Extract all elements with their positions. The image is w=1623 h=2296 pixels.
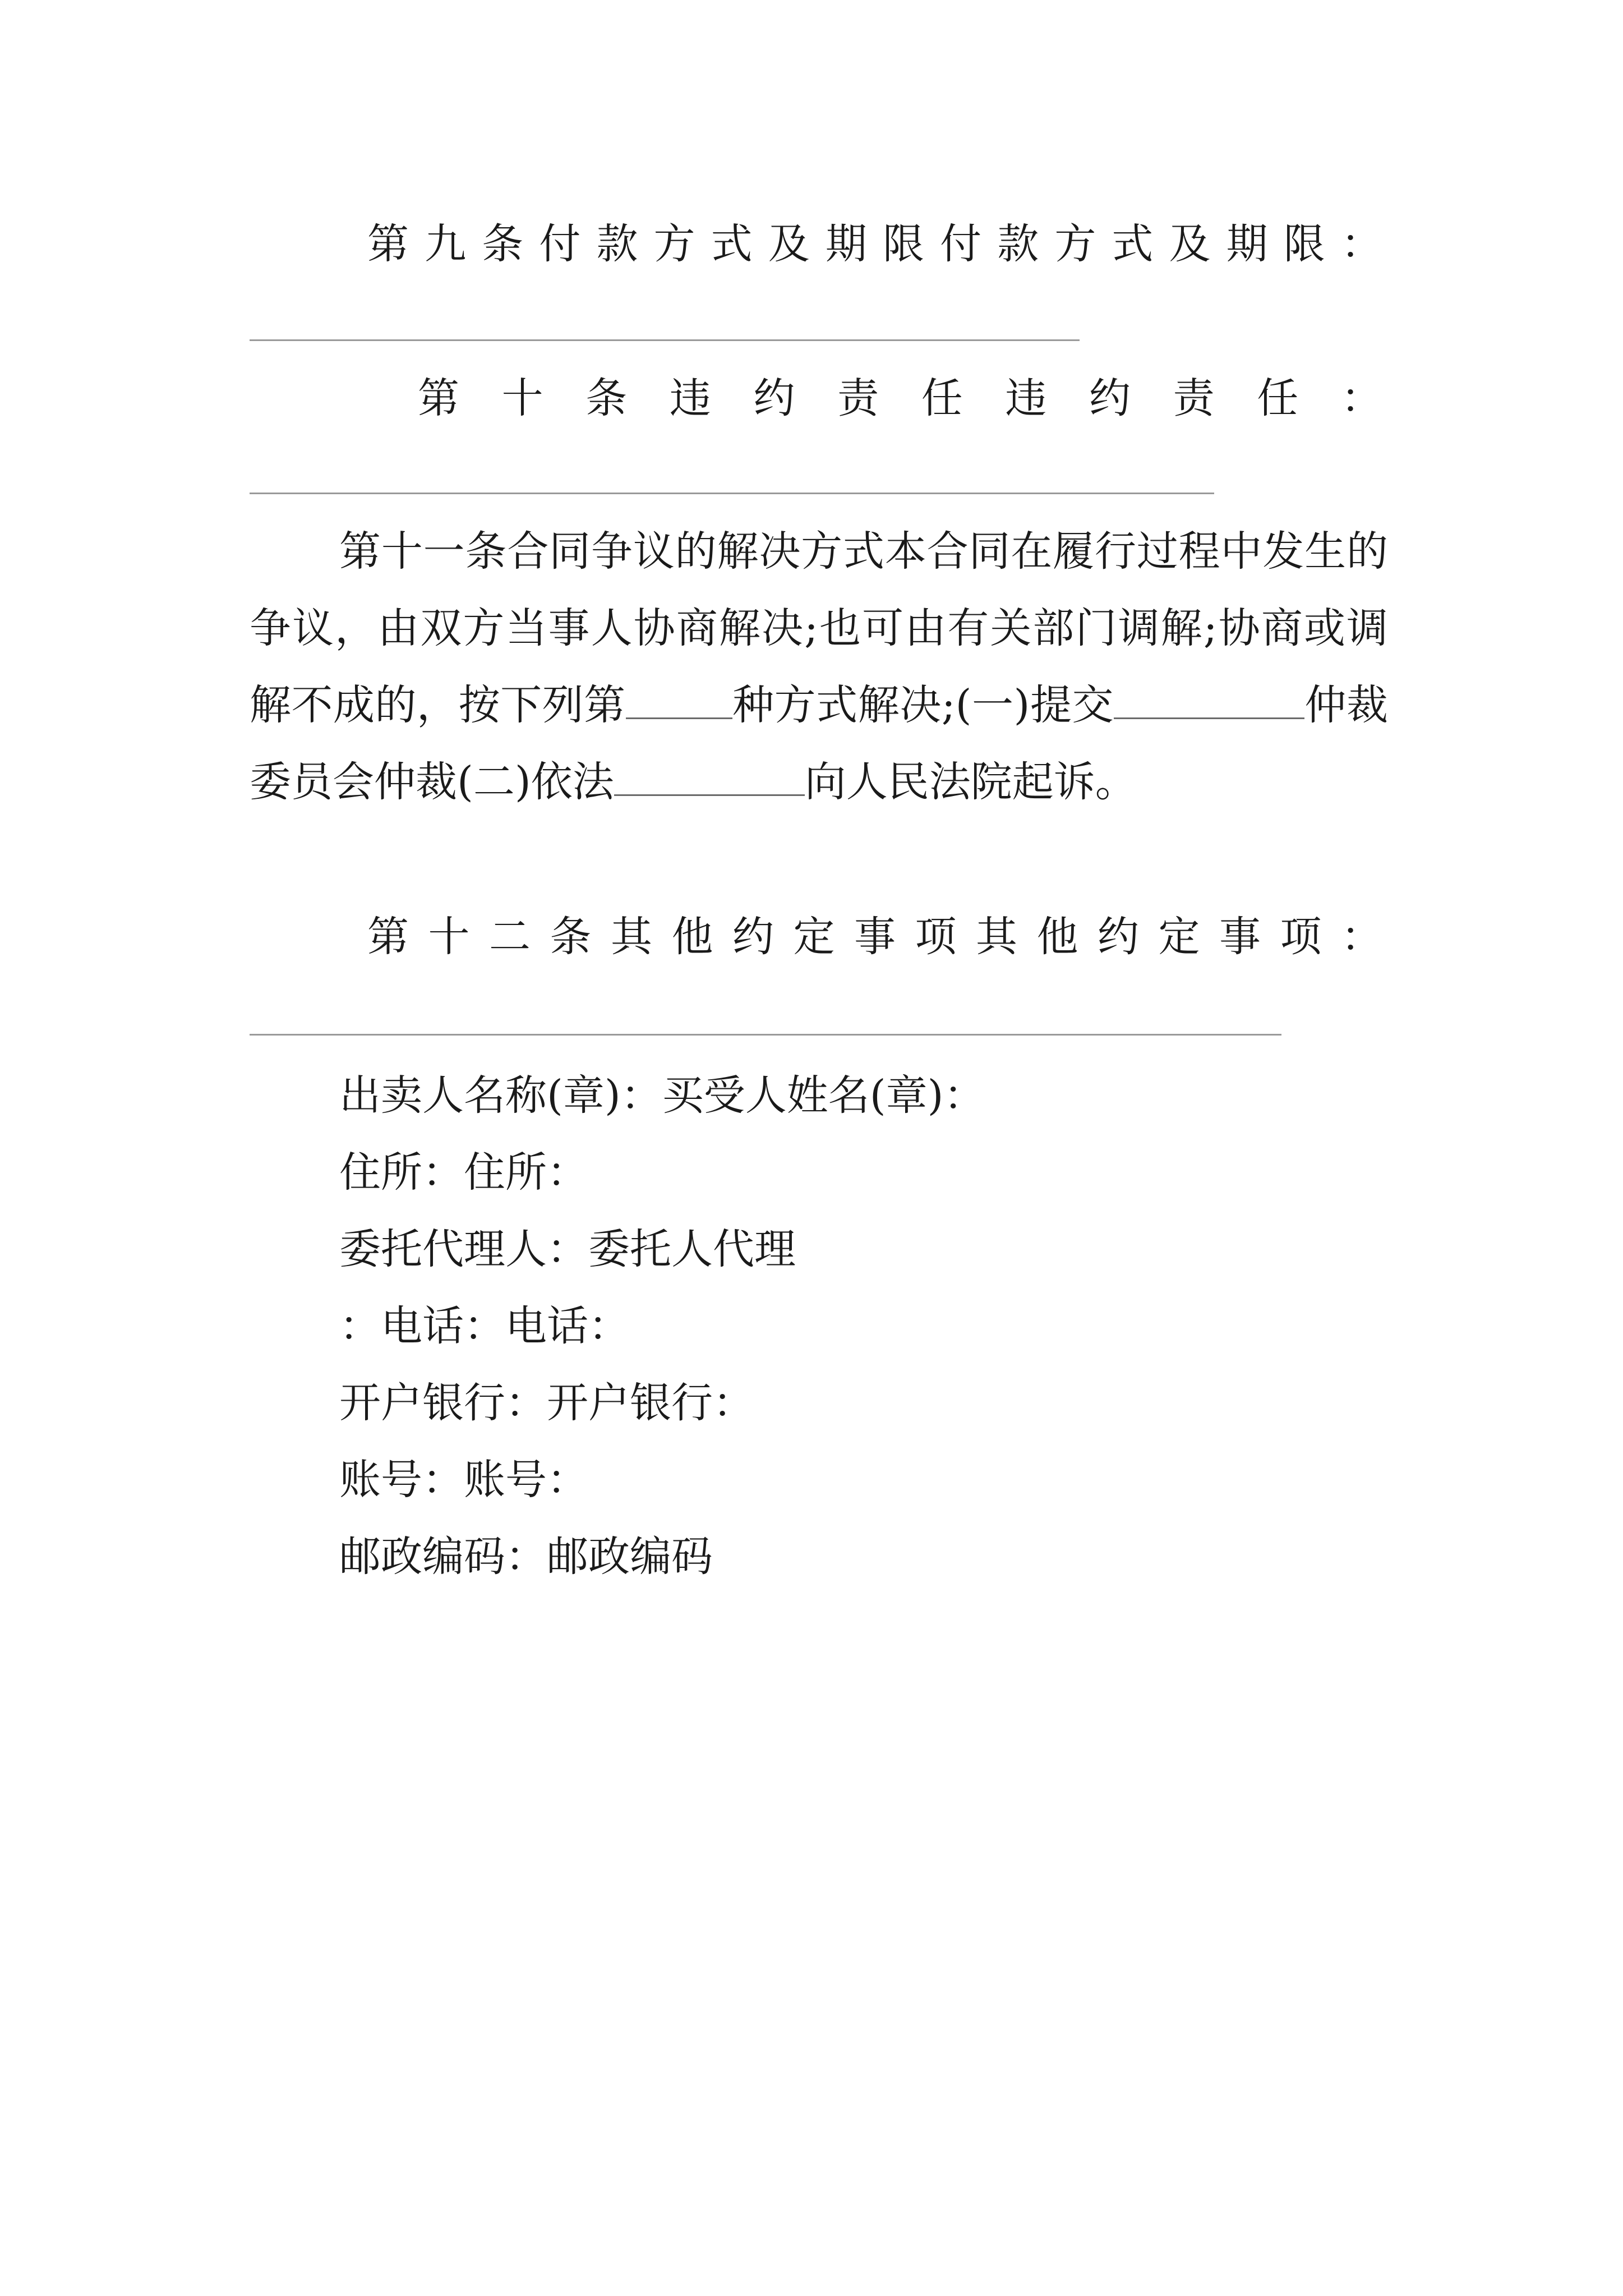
- a12-char: ：: [1341, 913, 1382, 961]
- a9-char: 式: [1112, 220, 1154, 268]
- a9-char: 付: [940, 220, 982, 268]
- article-11-text-3: 仲裁委员会仲裁(二)依法: [250, 681, 1389, 806]
- a12-char: 他: [1036, 913, 1078, 961]
- a9-char: 限: [1283, 220, 1325, 268]
- a12-char: 事: [854, 913, 896, 961]
- bank-line: 开户银行：开户银行：: [339, 1379, 754, 1427]
- agent-line: 委托代理人：委托人代理: [339, 1225, 796, 1273]
- a12-char: 其: [976, 913, 1017, 961]
- article-12-heading: [367, 906, 1382, 968]
- a12-char: 定: [793, 913, 835, 961]
- article-10-fill-line: [250, 493, 1214, 494]
- a9-char: 款: [596, 220, 638, 268]
- a9-char: 期: [1226, 220, 1268, 268]
- a9-char: 付: [539, 220, 581, 268]
- a10-char: 违: [669, 374, 711, 422]
- a12-char: 二: [489, 913, 531, 961]
- a9-char: 及: [1169, 220, 1211, 268]
- a9-char: 限: [882, 220, 924, 268]
- a9-char: 方: [653, 220, 695, 268]
- address-line: 住所：住所：: [339, 1148, 588, 1197]
- a10-char: 任: [1257, 374, 1299, 422]
- a12-char: 第: [367, 913, 409, 961]
- article-11-paragraph: [250, 513, 1388, 821]
- a12-char: 定: [1158, 913, 1200, 961]
- article-9-fill-line: [250, 339, 1080, 341]
- a12-char: 条: [550, 913, 592, 961]
- phone-line: ：电话：电话：: [339, 1302, 630, 1350]
- a10-char: 违: [1005, 374, 1047, 422]
- a12-char: 其: [611, 913, 652, 961]
- a9-char: 条: [482, 220, 524, 268]
- a10-char: 十: [501, 374, 543, 422]
- a9-char: 款: [997, 220, 1039, 268]
- a9-char: 期: [825, 220, 867, 268]
- article-11-text-2: 种方式解决;(一)提交: [732, 681, 1114, 729]
- postcode-line: 邮政编码：邮政编码: [339, 1533, 713, 1581]
- a10-char: 约: [753, 374, 795, 422]
- article-11-text-4: 向人民法院起诉。: [804, 758, 1137, 806]
- a10-char: 任: [921, 374, 963, 422]
- a12-char: 十: [428, 913, 470, 961]
- a12-char: 他: [671, 913, 713, 961]
- a9-char: 方: [1054, 220, 1096, 268]
- a9-char: 式: [711, 220, 753, 268]
- a10-char: 第: [418, 374, 459, 422]
- a12-char: 约: [732, 913, 774, 961]
- a9-char: 及: [768, 220, 810, 268]
- court-blank: [614, 761, 805, 796]
- a12-char: 约: [1098, 913, 1139, 961]
- a12-char: 项: [1280, 913, 1322, 961]
- a10-char: 约: [1089, 374, 1131, 422]
- account-line: 账号：账号：: [339, 1456, 588, 1504]
- method-choice-blank: [626, 684, 732, 719]
- a12-char: 事: [1219, 913, 1261, 961]
- article-12-fill-line: [250, 1034, 1281, 1036]
- a9-char: 九: [425, 220, 467, 268]
- a10-char: 条: [585, 374, 628, 422]
- article-9-heading: [367, 213, 1382, 275]
- article-10-heading: [418, 367, 1382, 429]
- a12-char: 项: [915, 913, 957, 961]
- a9-char: 第: [367, 220, 409, 268]
- a10-char: 责: [1173, 374, 1215, 422]
- article-11-text-1: 第十一条合同争议的解决方式本合同在履行过程中发生的争议，由双方当事人协商解决;也可由有关部门调解;协商或调解不成的，按下列第: [250, 527, 1388, 729]
- arbitration-commission-blank: [1114, 684, 1304, 719]
- a10-char: ：: [1340, 374, 1382, 422]
- a9-char: ：: [1340, 220, 1382, 268]
- a10-char: 责: [837, 374, 879, 422]
- seller-buyer-name-line: 出卖人名称(章)：买受人姓名(章)：: [339, 1071, 985, 1120]
